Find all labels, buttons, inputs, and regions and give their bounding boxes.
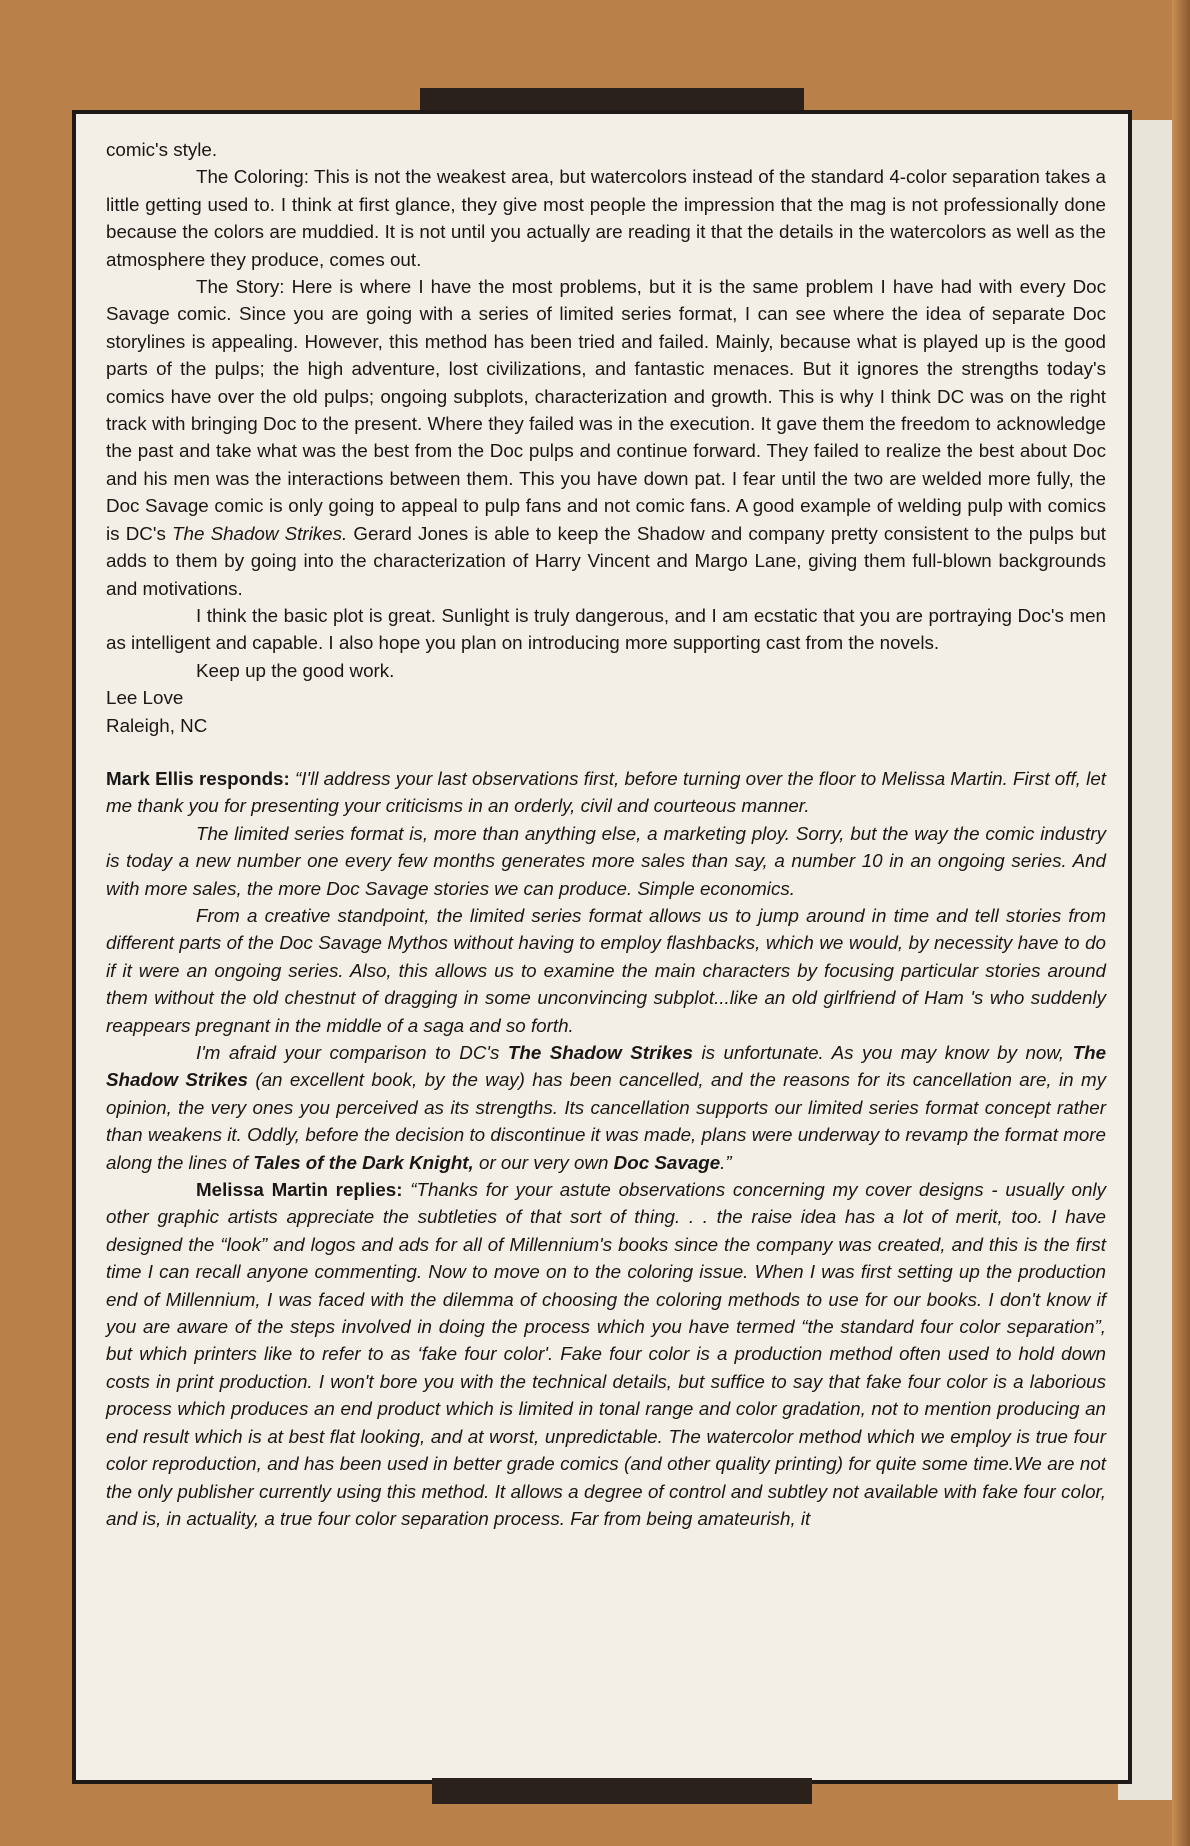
signature-place: Raleigh, NC xyxy=(106,714,208,736)
book-title: The Shadow Strikes xyxy=(106,1042,1107,1091)
ellis-response: Mark Ellis responds: “I'll address your last observations first, before turning over the floor to Melissa Martin. First off, let me thank you for presenting your criticisms in an orderly, civil and courteous manner. xyxy=(106,767,1106,817)
bottom-decorative-bar xyxy=(432,1778,812,1804)
page-edge xyxy=(1172,0,1190,1846)
ellis-paragraph: I'm afraid your comparison to DC's The Shadow Strikes is unfortunate. As you may know by now, The Shadow Strikes (an excellent book, by the way) has been cancelled, and the reasons for its cancellation are, in my opinion, the very ones you perceived as its strengths. Its cancellation supports our limited series format concept rather than weakens it. Oddly, before the decision to discontinue it was made, plans were underway to revamp the format more along the lines of Tales of the Dark Knight, or our very own Doc Savage.” xyxy=(106,1042,1107,1173)
letter-paragraph-story: The Story: Here is where I have the most problems, but it is the same problem I have had with every Doc Savage comic. Since you are going with a series of limited series format, I can see where the idea of separate Doc storylines is appealing. However, this method has been tried and failed. Mainly, because what is played up is the good parts of the pulps; the high adventure, lost civilizations, and fantastic menaces. But it ignores the strengths today's comics have over the old pulps; ongoing subplots, characterization and growth. This is why I think DC was on the right track with bringing Doc to the present. Where they failed was in the execution. It gave them the freedom to acknowledge the past and take what was the best from the Doc pulps and continue forward. They failed to realize the best about Doc and his men was the interactions between them. This you have down pat. I fear until the two are welded more fully, the Doc Savage comic is only going to appeal to pulp fans and not comic fans. A good example of welding pulp with comics is DC's The Shadow Strikes. Gerard Jones is able to keep the Shadow and company pretty consistent to the pulps but adds to them by going into the characterization of Harry Vincent and Margo Lane, giving them full-blown backgrounds and motivations. xyxy=(106,276,1106,599)
letter-paragraph-coloring: The Coloring: This is not the weakest area, but watercolors instead of the standard 4-color separation takes a little getting used to. I think at first glance, they give most people the impression that the mag is not professionally done because the colors are muddied. It is not until you actually are reading it that the details in the watercolors as well as the atmosphere they produce, comes out. xyxy=(106,166,1106,270)
letter-paragraph: comic's style. xyxy=(106,139,218,160)
book-title: The Shadow Strikes xyxy=(507,1042,693,1063)
letters-column xyxy=(72,110,1132,1784)
book-title: The Shadow Strikes. xyxy=(172,522,348,544)
letter-paragraph-plot: I think the basic plot is great. Sunlight is truly dangerous, and I am ecstatic that you are portraying Doc's men as intelligent and capable. I also hope you plan on introducing more supporting cast from the novels. xyxy=(106,604,1106,654)
martin-response: Melissa Martin replies: “Thanks for your astute observations concerning my cover designs - usually only other graphic artists appreciate the subtleties of that sort of thing. . . the raise idea has a lot of merit, too. I have designed the “look” and logos and ads for all of Millennium's books since the company was created, and this is the first time I can recall anyone commenting. Now to move on to the coloring issue. When I was first setting up the production end of Millennium, I was faced with the dilemma of choosing the coloring methods to use for our books. I don't know if you are aware of the steps involved in doing the process which you have termed “the standard four color separation”, but which printers like to refer to as ‘fake four color'. Fake four color is a production method often used to hold down costs in print production. I won't bore you with the technical details, but suffice to say that fake four color is a laborious process which produces an end product which is limited in tonal range and color gradation, not to mention producing an end result which is at best flat looking, and at worst, unpredictable. The watercolor method which we employ is true four color reproduction, and has been used in better grade comics (and other quality printing) for quite some time.We are not the only publisher currently using this method. It allows a degree of control and subtley not available with fake four color, and is, in actuality, a true four color separation process. Far from being amateurish, it xyxy=(106,1179,1106,1529)
book-title: Doc Savage xyxy=(613,1151,721,1173)
book-title: Tales of the Dark Knight, xyxy=(253,1151,474,1173)
letter-closing: Keep up the good work. xyxy=(196,659,395,681)
ellis-paragraph: The limited series format is, more than anything else, a marketing ploy. Sorry, but the way the comic industry is today a new number one every few months generates more sales than say, a number 10 in an ongoing series. And with more sales, the more Doc Savage stories we can produce. Simple economics. xyxy=(106,822,1106,899)
ellis-label: Mark Ellis responds: xyxy=(106,767,290,789)
martin-label: Melissa Martin replies: xyxy=(196,1179,403,1201)
signature-name: Lee Love xyxy=(106,687,184,709)
ellis-paragraph: From a creative standpoint, the limited series format allows us to jump around in time and tell stories from different parts of the Doc Savage Mythos without having to employ flashbacks, which we would, by necessity have to do if it were an ongoing series. Also, this allows us to examine the main characters by focusing particular stories around them without the old chestnut of dragging in some unconvincing subplot...like an old girlfriend of Ham 's who suddenly reappears pregnant in the middle of a saga and so forth. xyxy=(106,904,1106,1036)
